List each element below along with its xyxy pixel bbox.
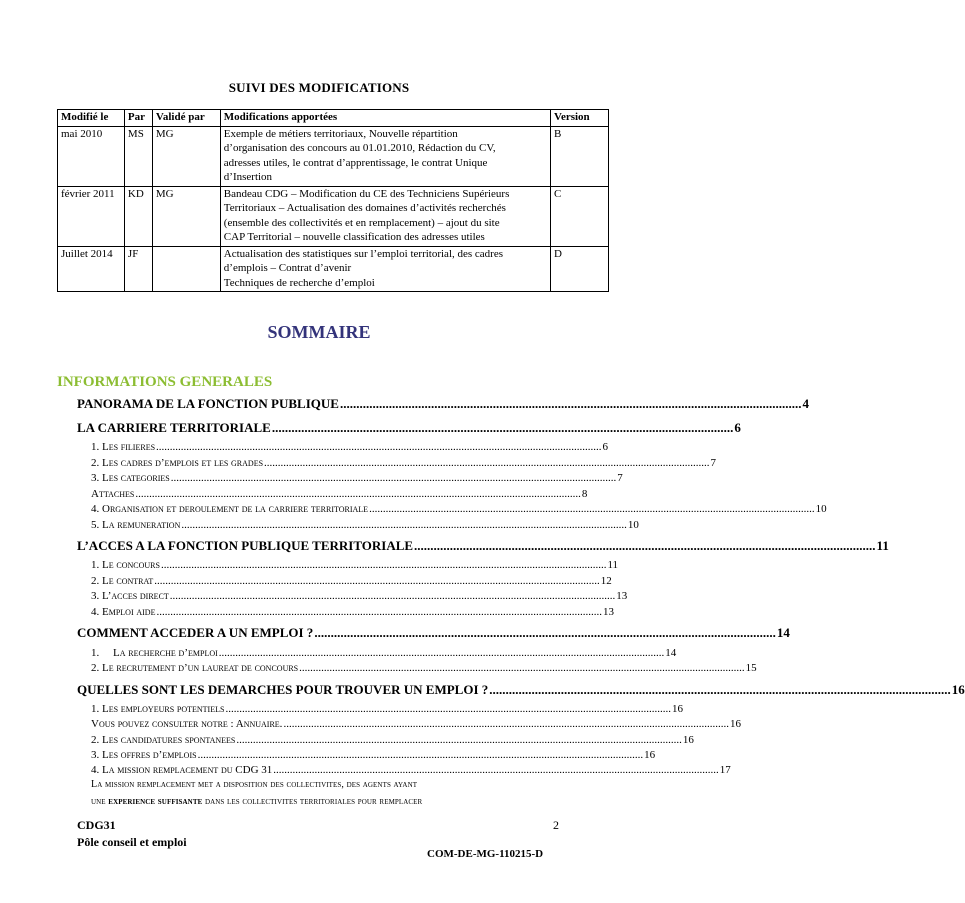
footer-organization [77, 817, 187, 851]
toc-leader-dots: .............................................................................................................................................. [314, 625, 776, 640]
toc-entry[interactable] [91, 590, 628, 602]
toc-label: 2. Les candidatures spontanees [91, 734, 236, 746]
cell-version: C [551, 186, 609, 246]
toc-entry[interactable] [91, 703, 683, 715]
cell-version: D [551, 246, 609, 292]
toc-label: QUELLES SONT LES DEMARCHES POUR TROUVER UN EMPLOI ? [77, 682, 489, 697]
mission-note-line-2: une experience suffisante dans les collectivites territoriales pour remplacer [91, 796, 423, 807]
page-number: 2 [553, 818, 559, 832]
toc-entry[interactable] [91, 606, 614, 618]
toc-page-number: 16 [951, 682, 965, 697]
toc-leader-dots: .................................................................................................................................................................. [156, 441, 602, 453]
toc-entry[interactable] [77, 538, 889, 554]
toc-label: 2. Le contrat [91, 575, 154, 587]
toc-entry[interactable] [91, 441, 609, 453]
modification-line: CAP Territorial – nouvelle classification des adresses utiles [223, 231, 485, 243]
toc-page-number: 10 [627, 519, 639, 531]
modification-line: Bandeau CDG – Modification du CE des Techniciens Supérieurs [223, 187, 510, 200]
toc-entry[interactable] [91, 457, 717, 469]
toc-leader-dots: .................................................................................................................................................................. [225, 703, 671, 715]
cell-par: JF [124, 246, 152, 292]
sommaire-heading: SOMMAIRE [267, 322, 371, 342]
toc-leader-dots: .............................................................................................................................................. [414, 538, 876, 553]
toc-page-number: 16 [729, 718, 741, 730]
toc-leader-dots: .................................................................................................................................................................. [218, 647, 665, 659]
cell-par: MS [124, 126, 152, 186]
cell-valide: MG [152, 186, 220, 246]
toc-leader-dots: .................................................................................................................................................................. [169, 590, 616, 602]
toc-page-number: 11 [876, 538, 889, 553]
toc-leader-dots: .................................................................................................................................................................. [181, 519, 627, 531]
toc-page-number: 14 [776, 625, 790, 640]
toc-page-number: 11 [607, 559, 619, 571]
toc-leader-dots: .............................................................................................................................................. [339, 396, 802, 411]
toc-page-number: 13 [602, 606, 614, 618]
toc-leader-dots: .............................................................................................................................................. [489, 682, 951, 697]
modification-line: (ensemble des collectivités et en remplacement) – ajout du site [223, 216, 500, 229]
toc-page-number: 10 [815, 503, 827, 515]
toc-entry[interactable] [91, 519, 639, 531]
modification-line: Actualisation des statistiques sur l’emploi territorial, des cadres [223, 247, 504, 260]
toc-leader-dots: .................................................................................................................................................................. [299, 662, 745, 674]
toc-page-number: 16 [682, 734, 694, 746]
toc-label: 3. Les categories [91, 472, 170, 484]
toc-label: COMMENT ACCEDER A UN EMPLOI ? [77, 625, 314, 640]
toc-entry[interactable] [91, 734, 694, 746]
cell-date: Juillet 2014 [58, 246, 125, 292]
toc-label: PANORAMA DE LA FONCTION PUBLIQUE [77, 396, 339, 411]
modification-line: d’organisation des concours au 01.01.2010, Rédaction du CV, [223, 142, 496, 154]
toc-label: 5. La remuneration [91, 519, 181, 531]
cell-date: mai 2010 [58, 126, 125, 186]
toc-leader-dots: .................................................................................................................................................................. [160, 559, 607, 571]
toc-entry[interactable] [91, 718, 741, 730]
toc-leader-dots: .............................................................................................................................................. [271, 420, 734, 435]
toc-leader-dots: .................................................................................................................................................................. [283, 718, 729, 730]
toc-entry[interactable] [91, 503, 827, 515]
toc-leader-dots: .................................................................................................................................................................. [273, 764, 719, 776]
footer-dept: Pôle conseil et emploi [77, 835, 187, 849]
modification-line: Territoriaux – Actualisation des domaines d’activités recherchés [223, 202, 506, 214]
header-par: Par [124, 110, 152, 127]
toc-label: 3. Les offres d’emplois [91, 749, 197, 761]
toc-page-number: 4 [802, 396, 809, 411]
toc-page-number: 16 [671, 703, 683, 715]
toc-label: 1. Le concours [91, 559, 160, 571]
toc-entry[interactable] [91, 488, 588, 500]
toc-label: L’ACCES A LA FONCTION PUBLIQUE TERRITORIALE [77, 538, 414, 553]
toc-label: 4. Organisation et deroulement de la carriere territoriale [91, 503, 369, 515]
toc-page-number: 17 [719, 764, 731, 776]
cell-valide: MG [152, 126, 220, 186]
modification-line: d’Insertion [223, 171, 273, 183]
toc-label: Vous pouvez consulter notre : Annuaire. [91, 718, 283, 730]
toc-leader-dots: .................................................................................................................................................................. [236, 734, 682, 746]
document-title: SUIVI DES MODIFICATIONS [228, 80, 410, 95]
toc-page-number: 13 [616, 590, 628, 602]
cell-date: février 2011 [58, 186, 125, 246]
toc-page-number: 7 [710, 457, 717, 469]
toc-page-number: 15 [745, 662, 757, 674]
header-modifications: Modifications apportées [220, 110, 550, 127]
toc-label: 1. La recherche d’emploi [91, 647, 218, 659]
toc-entry[interactable] [91, 647, 677, 659]
toc-label: LA CARRIERE TERRITORIALE [77, 420, 271, 435]
toc-label: 4. Emploi aide [91, 606, 156, 618]
toc-label: Attaches [91, 488, 135, 500]
toc-entry[interactable] [91, 662, 757, 674]
footer-org: CDG31 [77, 818, 116, 832]
toc-leader-dots: .................................................................................................................................................................. [135, 488, 581, 500]
cell-version: B [551, 126, 609, 186]
toc-entry[interactable] [77, 682, 965, 698]
toc-leader-dots: .................................................................................................................................................................. [369, 503, 815, 515]
toc-page-number: 14 [665, 647, 677, 659]
toc-entry[interactable] [77, 625, 790, 641]
toc-entry[interactable] [91, 575, 612, 587]
toc-entry[interactable] [77, 420, 741, 436]
toc-leader-dots: .................................................................................................................................................................. [197, 749, 644, 761]
section-heading: INFORMATIONS GENERALES [57, 374, 273, 390]
toc-label: 1. Les filieres [91, 441, 156, 453]
modification-line: d’emplois – Contrat d’avenir [223, 262, 352, 274]
toc-entry[interactable] [91, 764, 731, 776]
toc-label: 3. L’acces direct [91, 590, 169, 602]
toc-leader-dots: .................................................................................................................................................................. [156, 606, 602, 618]
toc-page-number: 16 [644, 749, 656, 761]
toc-entry[interactable] [77, 396, 809, 412]
toc-label: 4. La mission remplacement du CDG 31 [91, 764, 273, 776]
header-version: Version [551, 110, 609, 127]
toc-entry[interactable] [91, 472, 623, 484]
toc-page-number: 6 [734, 420, 741, 435]
modification-line: Techniques de recherche d’emploi [223, 276, 375, 289]
toc-label: 2. Les cadres d’emplois et les grades [91, 457, 264, 469]
emphasis-text: experience suffisante [108, 796, 203, 807]
mission-note-line-1: La mission remplacement met a disposition des collectivites, des agents ayant [91, 779, 418, 790]
modification-line: adresses utiles, le contrat d’apprentissage, le contrat Unique [223, 156, 488, 169]
toc-entry[interactable] [91, 749, 656, 761]
toc-page-number: 8 [581, 488, 588, 500]
modification-line: Exemple de métiers territoriaux, Nouvelle répartition [223, 127, 458, 140]
toc-page-number: 12 [600, 575, 612, 587]
header-modifie-le: Modifié le [58, 110, 125, 127]
document-code: COM-DE-MG-110215-D [427, 848, 544, 860]
toc-label: 1. Les employeurs potentiels [91, 703, 225, 715]
header-valide-par: Validé par [152, 110, 220, 127]
toc-leader-dots: .................................................................................................................................................................. [170, 472, 617, 484]
toc-leader-dots: .................................................................................................................................................................. [264, 457, 710, 469]
toc-label: 2. Le recrutement d’un laureat de concours [91, 662, 299, 674]
toc-page-number: 7 [617, 472, 623, 484]
toc-leader-dots: .................................................................................................................................................................. [154, 575, 600, 587]
cell-par: KD [124, 186, 152, 246]
toc-entry[interactable] [91, 559, 619, 571]
toc-page-number: 6 [602, 441, 609, 453]
